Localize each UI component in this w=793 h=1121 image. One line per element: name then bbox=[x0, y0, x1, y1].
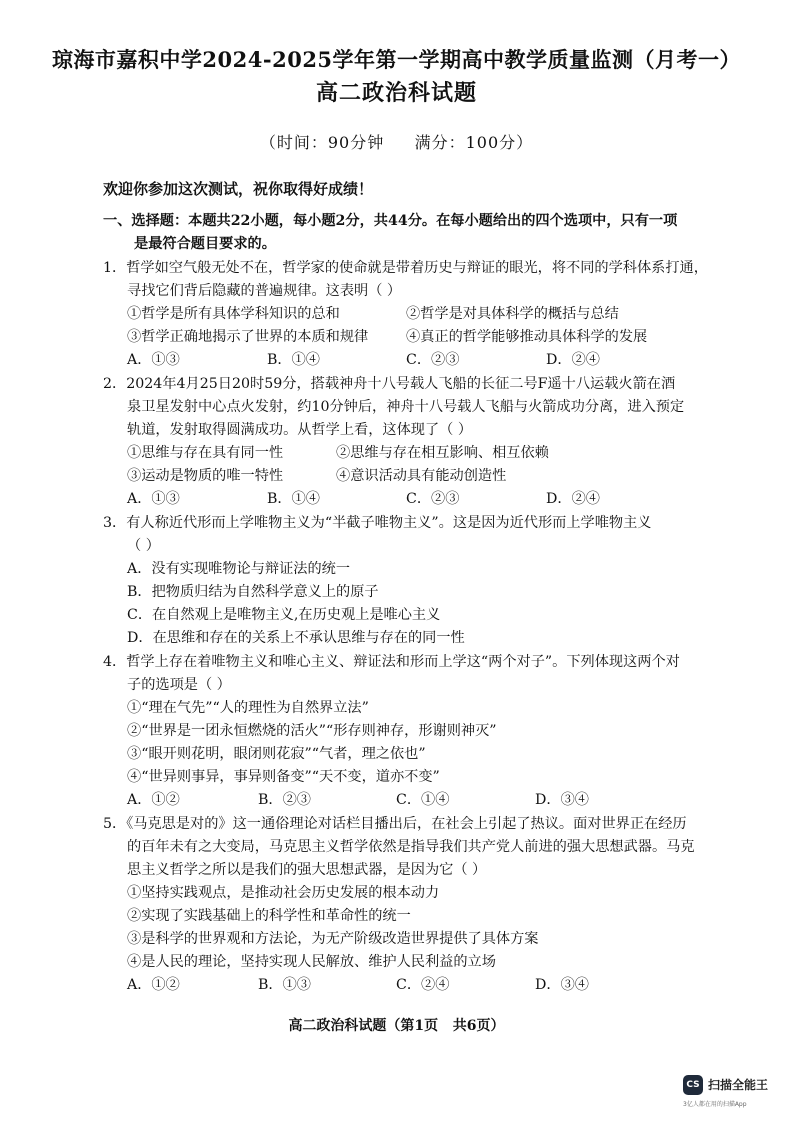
q4-statement-4: ④“世异则事异，事异则备变”“天不变，道亦不变” bbox=[127, 769, 440, 785]
q5-option-a: A．①② bbox=[127, 977, 180, 993]
q1-option-b: B．①④ bbox=[267, 352, 320, 368]
scanner-watermark bbox=[683, 1073, 783, 1113]
q2-statement-4: ④意识活动具有能动创造性 bbox=[336, 468, 507, 484]
section-heading-line2: 是最符合题目要求的。 bbox=[134, 236, 276, 252]
q5-statement-1: ①坚持实践观点，是推动社会历史发展的根本动力 bbox=[127, 885, 440, 901]
q4-option-d: D．③④ bbox=[535, 792, 589, 808]
watermark-app-name: 扫描全能王 bbox=[708, 1078, 769, 1092]
q2-option-b: B．①④ bbox=[267, 491, 320, 507]
q4-statement-3: ③“眼开则花明，眼闭则花寂”“气者，理之依也” bbox=[127, 746, 426, 762]
q4-option-c: C．①④ bbox=[396, 792, 450, 808]
q3-stem-line1: 3．有人称近代形而上学唯物主义为“半截子唯物主义”。这是因为近代形而上学唯物主义 bbox=[103, 515, 652, 531]
q2-option-d: D．②④ bbox=[546, 491, 600, 507]
q5-option-d: D．③④ bbox=[535, 977, 589, 993]
q4-option-b: B．②③ bbox=[258, 792, 311, 808]
welcome-message: 欢迎你参加这次测试，祝你取得好成绩！ bbox=[103, 180, 374, 198]
q5-stem-line1: 5．《马克思是对的》这一通俗理论对话栏目播出后，在社会上引起了热议。面对世界正在经历 bbox=[103, 816, 687, 832]
q1-statement-3: ③哲学正确地揭示了世界的本质和规律 bbox=[127, 329, 369, 345]
q5-statement-4: ④是人民的理论，坚持实现人民解放、维护人民利益的立场 bbox=[127, 954, 496, 970]
q3-option-b: B．把物质归结为自然科学意义上的原子 bbox=[127, 584, 379, 600]
q2-statement-2: ②思维与存在相互影响、相互依赖 bbox=[336, 445, 549, 461]
q2-option-a: A．①③ bbox=[127, 491, 180, 507]
q1-statement-2: ②哲学是对具体科学的概括与总结 bbox=[406, 306, 619, 322]
q4-stem-line1: 4．哲学上存在着唯物主义和唯心主义、辩证法和形而上学这“两个对子”。下列体现这两个对 bbox=[103, 654, 680, 670]
q4-option-a: A．①② bbox=[127, 792, 180, 808]
page-footer: 高二政治科试题（第1页 共6页） bbox=[288, 1018, 505, 1034]
q1-statement-1: ①哲学是所有具体学科知识的总和 bbox=[127, 306, 340, 322]
q2-stem-line3: 轨道，发射取得圆满成功。从哲学上看，这体现了（ ） bbox=[127, 422, 473, 438]
q2-stem-line1: 2．2024年4月25日20时59分，搭载神舟十八号载人飞船的长征二号F遥十八运载火箭在酒 bbox=[103, 376, 676, 392]
q2-statement-1: ①思维与存在具有同一性 bbox=[127, 445, 284, 461]
q1-stem-line2: 寻找它们背后隐藏的普遍规律。这表明（ ） bbox=[127, 283, 402, 299]
q3-option-d: D．在思维和存在的关系上不承认思维与存在的同一性 bbox=[127, 630, 465, 646]
q4-stem-line2: 子的选项是（ ） bbox=[127, 677, 231, 693]
q2-stem-line2: 泉卫星发射中心点火发射，约10分钟后，神舟十八号载人飞船与火箭成功分离，进入预定 bbox=[127, 399, 685, 415]
q1-option-d: D．②④ bbox=[546, 352, 600, 368]
q1-stem-line1: 1．哲学如空气般无处不在，哲学家的使命就是带着历史与辩证的眼光，将不同的学科体系打通， bbox=[103, 260, 708, 276]
time-score-info: （时间：90分钟 满分：100分） bbox=[259, 133, 534, 152]
exam-subtitle: 高二政治科试题 bbox=[315, 80, 477, 106]
q5-stem-line3: 思主义哲学之所以是我们的强大思想武器，是因为它（ ） bbox=[127, 862, 487, 878]
q5-option-b: B．①③ bbox=[258, 977, 311, 993]
section-heading-line1: 一、选择题：本题共22小题，每小题2分，共44分。在每小题给出的四个选项中，只有一项 bbox=[103, 213, 678, 229]
camscanner-logo-icon: CS bbox=[683, 1075, 703, 1095]
q4-statement-2: ②“世界是一团永恒燃烧的活火”“形存则神存，形谢则神灭” bbox=[127, 723, 497, 739]
q5-stem-line2: 的百年未有之大变局，马克思主义哲学依然是指导我们共产党人前进的强大思想武器。马克 bbox=[127, 839, 695, 855]
q5-statement-3: ③是科学的世界观和方法论，为无产阶级改造世界提供了具体方案 bbox=[127, 931, 539, 947]
q2-statement-3: ③运动是物质的唯一特性 bbox=[127, 468, 284, 484]
q5-statement-2: ②实现了实践基础上的科学性和革命性的统一 bbox=[127, 908, 411, 924]
q1-statement-4: ④真正的哲学能够推动具体科学的发展 bbox=[406, 329, 648, 345]
q3-option-c: C．在自然观上是唯物主义,在历史观上是唯心主义 bbox=[127, 607, 441, 623]
q3-option-a: A．没有实现唯物论与辩证法的统一 bbox=[127, 561, 351, 577]
q4-statement-1: ①“理在气先”“人的理性为自然界立法” bbox=[127, 700, 369, 716]
q2-option-c: C．②③ bbox=[406, 491, 460, 507]
q1-option-a: A．①③ bbox=[127, 352, 180, 368]
q3-stem-line2: （ ） bbox=[127, 538, 160, 554]
q5-option-c: C．②④ bbox=[396, 977, 450, 993]
q1-option-c: C．②③ bbox=[406, 352, 460, 368]
exam-title: 琼海市嘉积中学2024-2025学年第一学期高中教学质量监测（月考一） bbox=[51, 47, 742, 72]
watermark-tagline: 3亿人都在用的扫描App bbox=[683, 1101, 747, 1108]
